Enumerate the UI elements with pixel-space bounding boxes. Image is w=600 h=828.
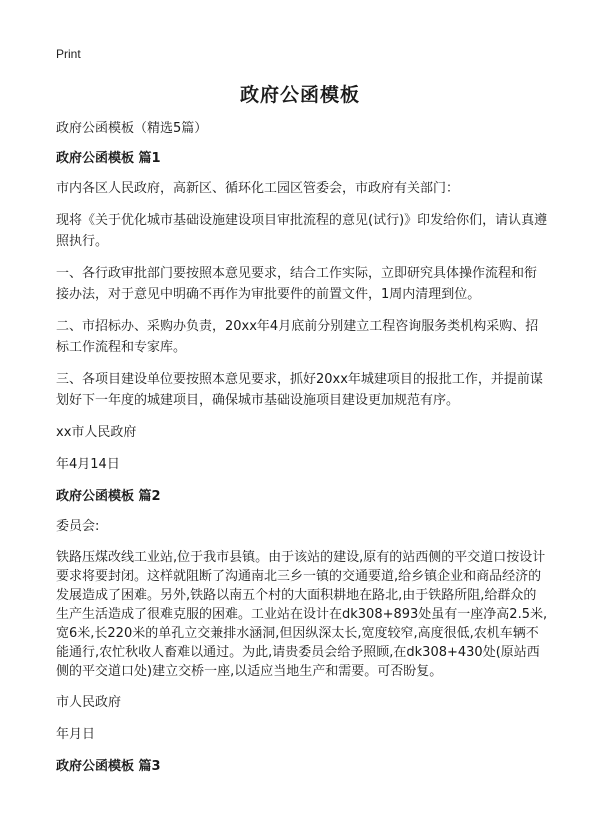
paragraph-item-3: 三、各项目建设单位要按照本意见要求，抓好20xx年城建项目的报批工作，并提前谋划好下一年度的城建项目，确保城市基础设施项目建设更加规范有序。	[56, 372, 543, 408]
date-1: 年4月14日	[56, 457, 120, 472]
paragraph-body-2: 铁路压煤改线工业站,位于我市县镇。由于该站的建设,原有的站西侧的平交道口按设计要求将要封闭。这样就阻断了沟通南北三乡一镇的交通要道,给乡镇企业和商品经济的发展造成了困难。另外,铁路以南五个村的大面积耕地在路北,由于铁路所阻,给群众的生产生活造成了很难克服的困难。工业站在设计在dk308+893处虽有一座净高2.5米,宽6米,长220米的单孔立交兼排水涵洞,但因纵深太长,宽度较窄,高度很低,农机车辆不能通行,农忙秋收人畜难以通过。为此,请贵委员会给予照顾,在dk308+430处(原站西侧的平交道口处)建立交桥一座,以适应当地生产和需要。可否盼复。	[56, 550, 548, 679]
document-title: 政府公函模板	[239, 84, 360, 106]
signature-2: 市人民政府	[56, 695, 122, 710]
salutation-1: 市内各区人民政府，高新区、循环化工园区管委会，市政府有关部门：	[56, 181, 460, 196]
section-heading-1: 政府公函模板 篇1	[56, 151, 161, 166]
date-2: 年月日	[56, 727, 96, 742]
paragraph-intro-1: 现将《关于优化城市基础设施建设项目审批流程的意见(试行)》印发给你们，请认真遵照执行。	[56, 213, 548, 249]
section-heading-2: 政府公函模板 篇2	[56, 489, 161, 504]
print-label[interactable]: Print	[56, 47, 81, 61]
salutation-2: 委员会:	[56, 519, 100, 534]
document-body	[56, 118, 548, 786]
section-heading-3: 政府公函模板 篇3	[56, 759, 161, 774]
paragraph-item-1: 一、各行政审批部门要按照本意见要求，结合工作实际，立即研究具体操作流程和衔接办法，对于意见中明确不再作为审批要件的前置文件，1周内清理到位。	[56, 266, 538, 302]
signature-1: xx市人民政府	[56, 425, 137, 440]
document-subtitle: 政府公函模板（精选5篇）	[56, 121, 208, 136]
paragraph-item-2: 二、市招标办、采购办负责，20xx年4月底前分别建立工程咨询服务类机构采购、招标工作流程和专家库。	[56, 319, 539, 355]
